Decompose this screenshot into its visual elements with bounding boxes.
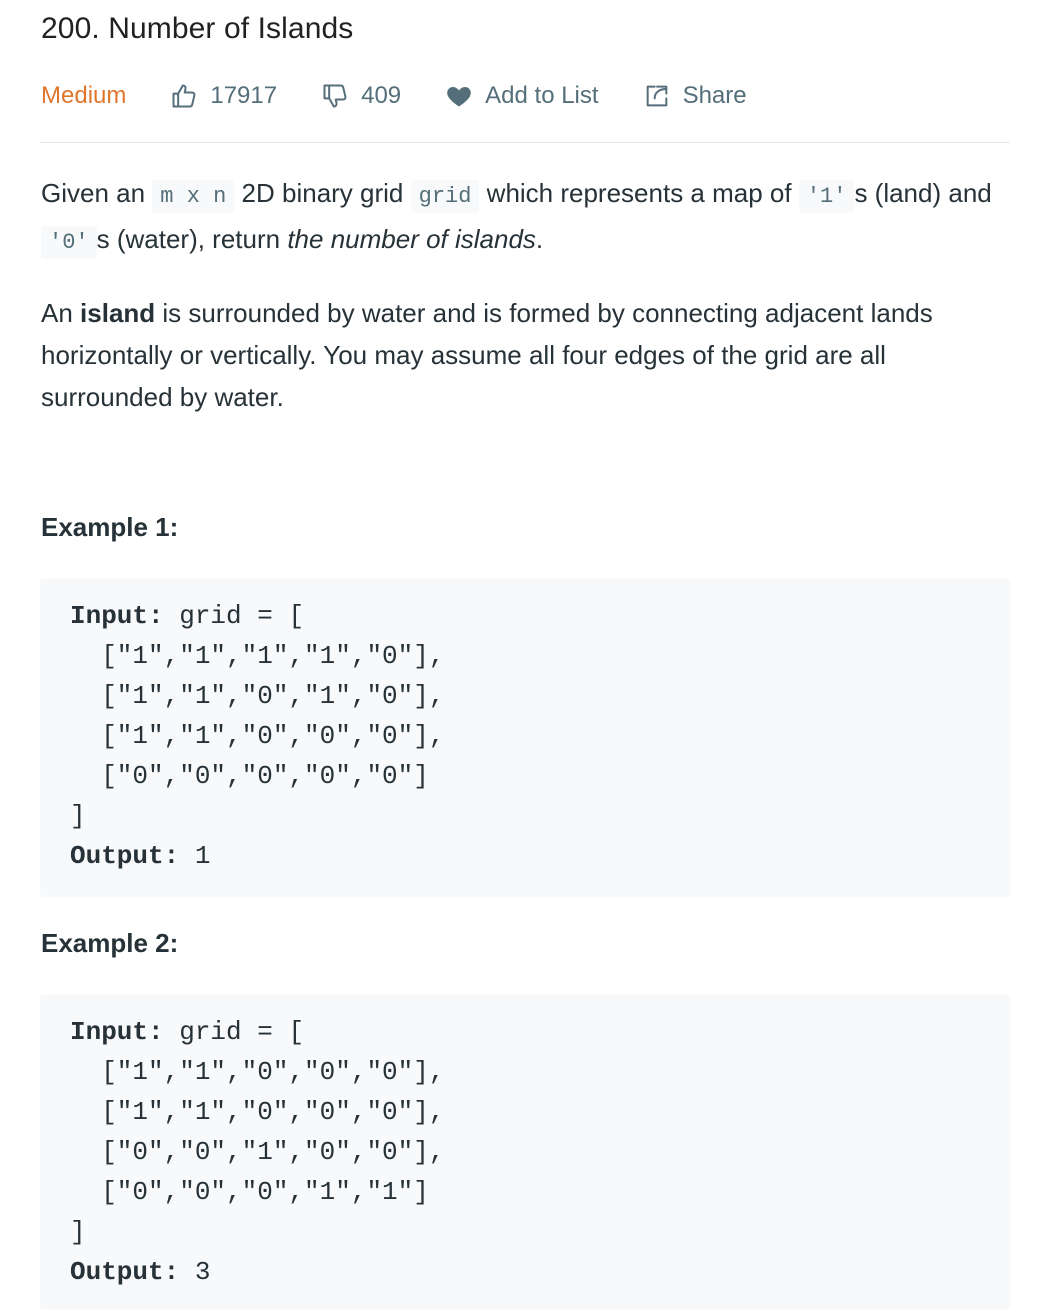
add-to-list-label: Add to List — [485, 82, 599, 109]
description-paragraph-2 — [41, 292, 1001, 418]
input-head: grid = [ — [163, 601, 305, 631]
description-text: 2D binary grid — [234, 178, 411, 208]
thumbs-down-icon — [321, 82, 349, 110]
share-button[interactable] — [643, 82, 747, 110]
description-text: An — [41, 298, 81, 328]
problem-title: 200. Number of Islands — [41, 12, 354, 45]
input-label: Input: — [70, 601, 164, 631]
problem-description — [41, 172, 1001, 418]
inline-code: '1' — [799, 180, 855, 213]
grid-row: ["0","0","1","0","0"], — [70, 1137, 445, 1167]
grid-close: ] — [70, 1217, 86, 1247]
like-button[interactable] — [170, 82, 277, 110]
grid-row: ["1","1","0","0","0"], — [70, 1097, 445, 1127]
like-count: 17917 — [210, 82, 278, 109]
description-text: is surrounded by water and is formed by connecting adjacent lands horizontally or vertically. You may assume all four edges of the grid are all surrounded by water. — [41, 298, 933, 412]
emphasis-text: the number of islands — [287, 224, 536, 254]
inline-code: grid — [411, 180, 480, 213]
heart-icon — [445, 82, 473, 110]
description-text: Given an — [41, 178, 153, 208]
example-1-code — [40, 578, 1010, 894]
dislike-count: 409 — [361, 82, 402, 109]
description-text: s (water), return — [96, 224, 288, 254]
output-value: 3 — [179, 1257, 211, 1287]
description-text: s (land) and — [854, 178, 992, 208]
example-2-code — [40, 994, 1010, 1310]
grid-row: ["1","1","0","0","0"], — [70, 1057, 445, 1087]
strong-text: island — [80, 298, 156, 328]
grid-row: ["0","0","0","0","0"] — [70, 761, 429, 791]
difficulty-badge: Medium — [41, 82, 127, 109]
header-divider — [40, 142, 1010, 143]
thumbs-up-icon — [170, 82, 198, 110]
example-1-code-block — [40, 578, 1010, 897]
description-text: . — [535, 224, 544, 254]
share-label: Share — [682, 82, 747, 109]
grid-row: ["1","1","1","1","0"], — [70, 641, 445, 671]
output-label: Output: — [70, 1257, 180, 1287]
input-label: Input: — [70, 1017, 164, 1047]
description-text: which represents a map of — [479, 178, 799, 208]
grid-close: ] — [70, 801, 86, 831]
grid-row: ["1","1","0","1","0"], — [70, 681, 445, 711]
dislike-button[interactable] — [321, 82, 401, 110]
inline-code: '0' — [41, 226, 97, 259]
example-2-title: Example 2: — [41, 928, 179, 958]
description-paragraph-1 — [41, 172, 1001, 264]
input-head: grid = [ — [163, 1017, 305, 1047]
output-label: Output: — [70, 841, 180, 871]
example-1-title: Example 1: — [41, 512, 179, 542]
add-to-list-button[interactable] — [445, 82, 598, 110]
example-2-code-block — [40, 994, 1010, 1310]
problem-meta-bar — [41, 78, 791, 114]
grid-row: ["0","0","0","1","1"] — [70, 1177, 429, 1207]
grid-row: ["1","1","0","0","0"], — [70, 721, 445, 751]
share-icon — [643, 82, 671, 110]
inline-code: m x n — [152, 180, 234, 213]
output-value: 1 — [179, 841, 211, 871]
